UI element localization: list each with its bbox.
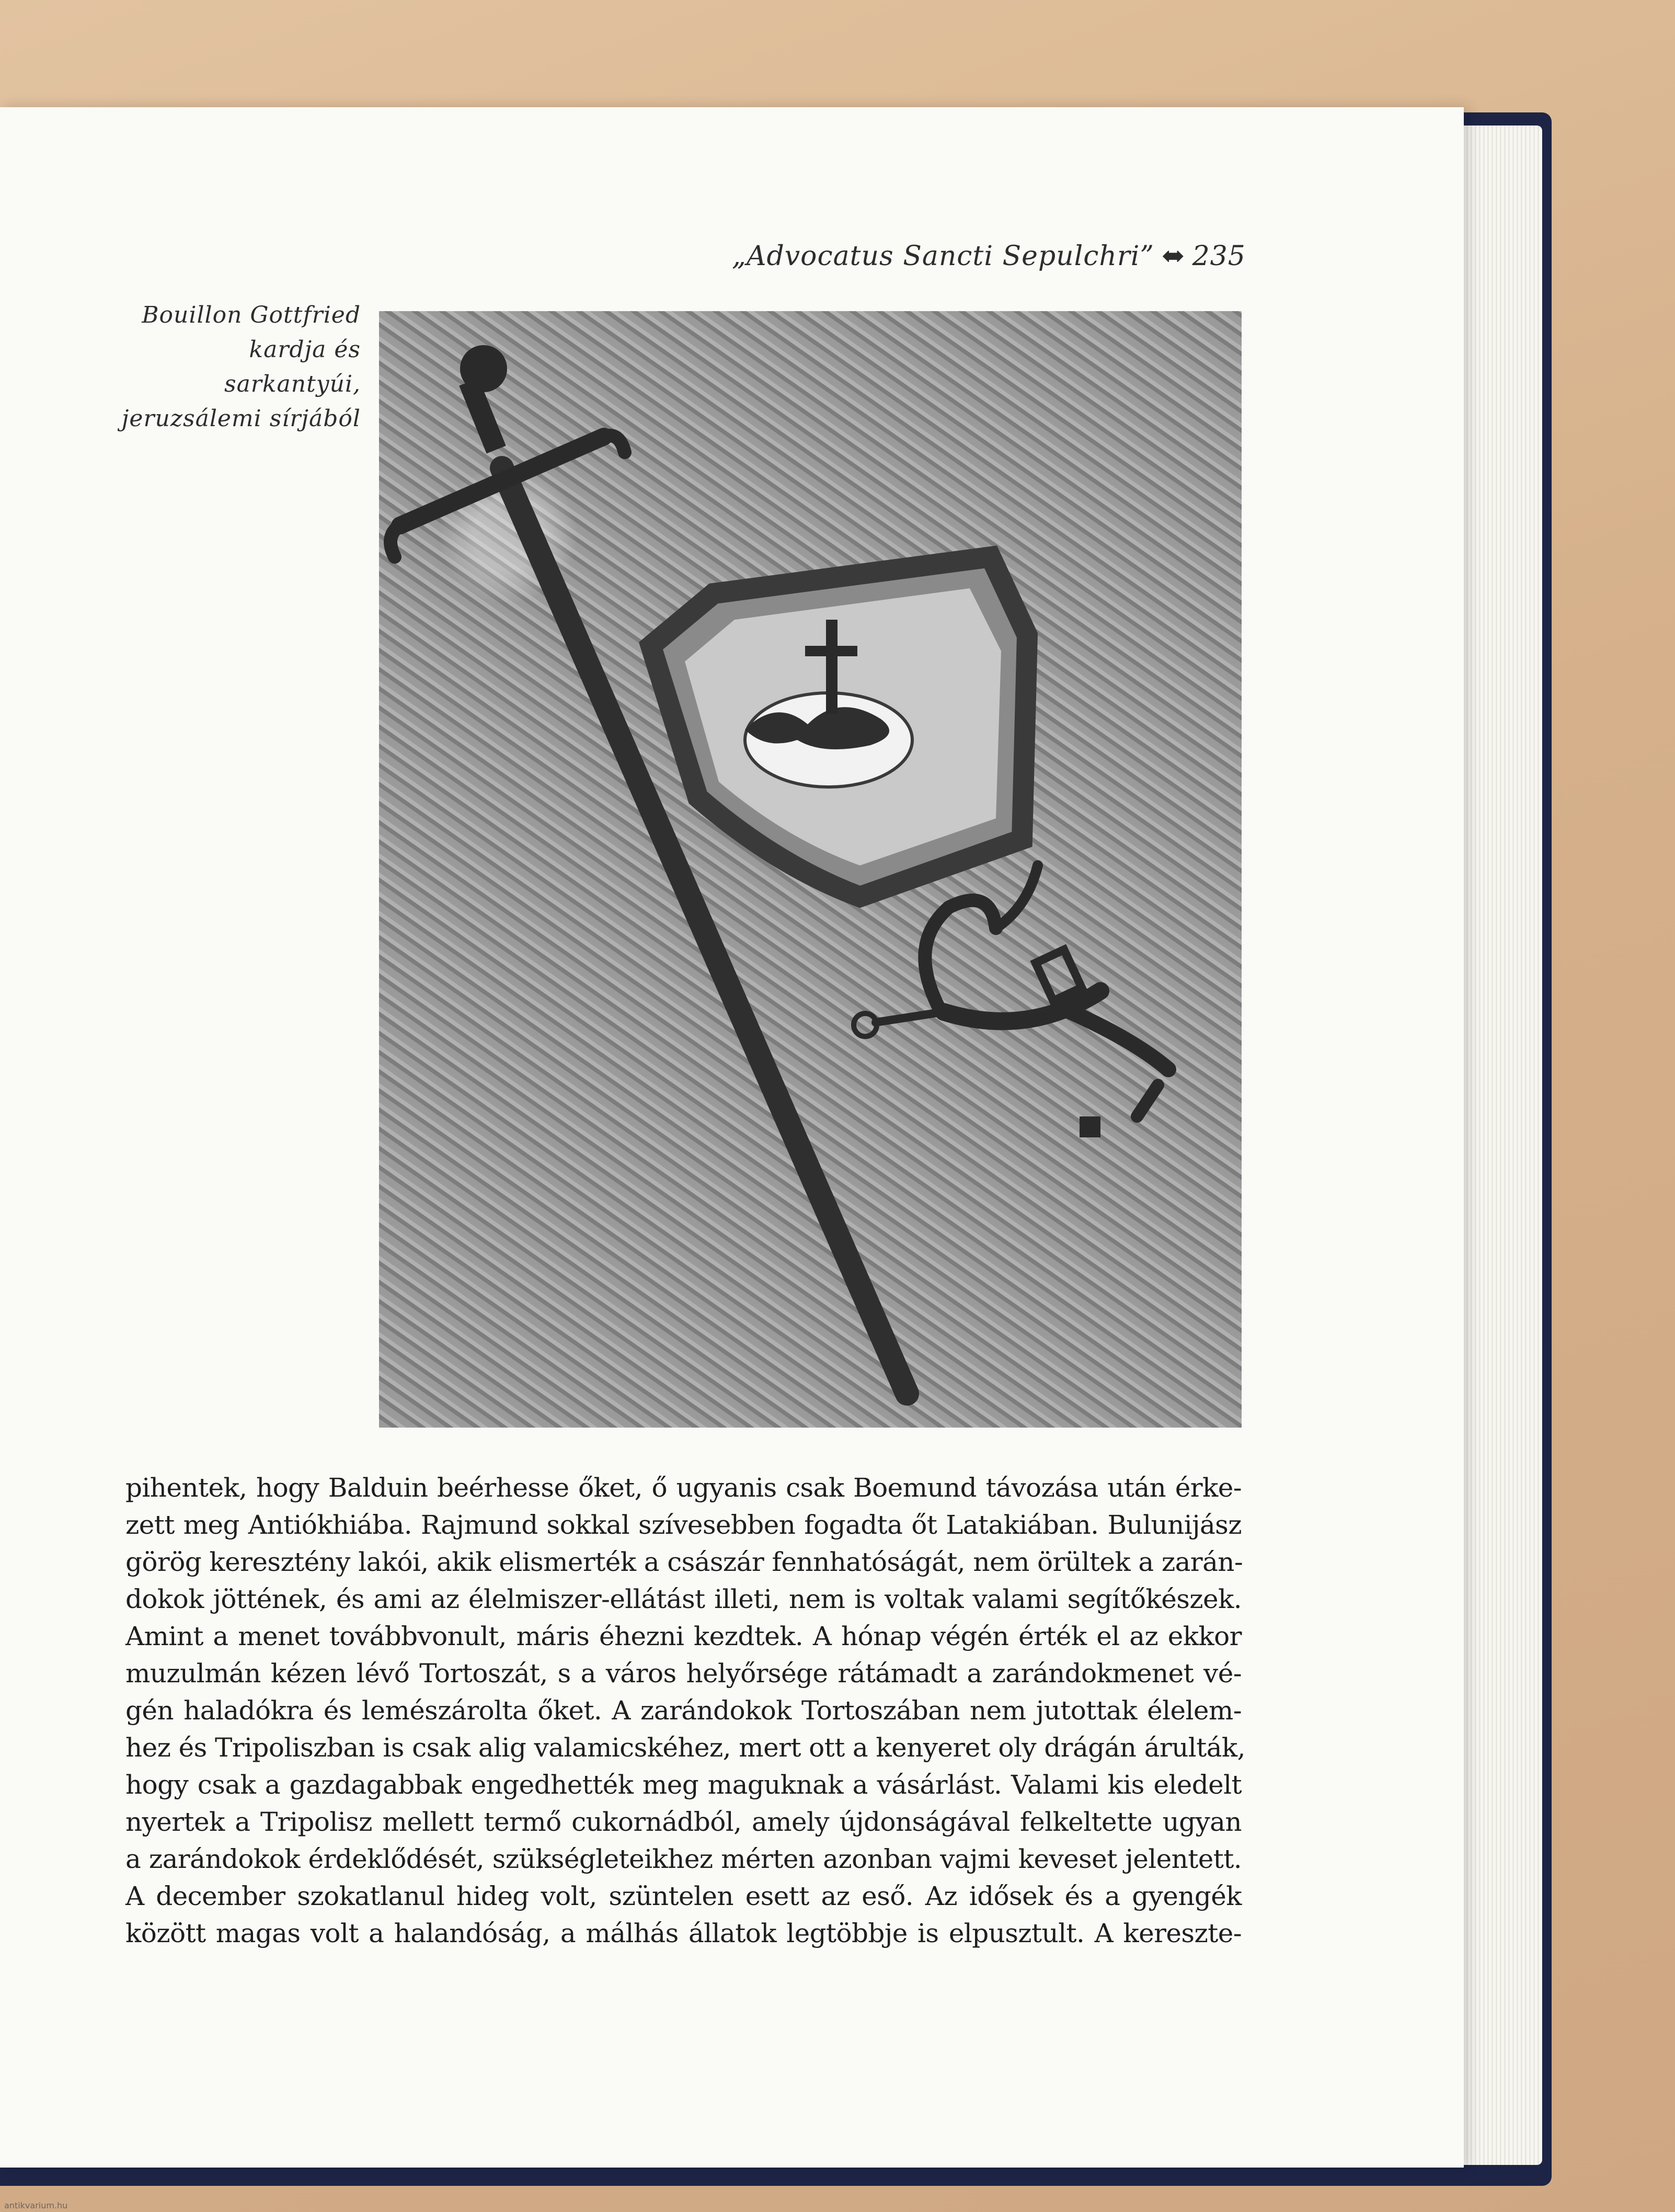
- text-line: zett meg Antiókhiába. Rajmund sokkal szívesebben fogadta őt Latakiában. Bulunijász: [125, 1510, 1242, 1540]
- figure-photo: [379, 311, 1242, 1428]
- text-line: görög keresztény lakói, akik elismerték a császár fennhatóságát, nem örültek a zarán-: [125, 1547, 1243, 1577]
- spur-icon: [854, 865, 1168, 1137]
- text-line: nyertek a Tripolisz mellett termő cukornádból, amely újdonságával felkeltette ugyan: [125, 1807, 1242, 1837]
- text-line: muzulmán kézen lévő Tortoszát, s a város helyőrsége rátámadt a zarándokmenet vé-: [125, 1658, 1242, 1689]
- text-line: hez és Tripoliszban is csak alig valamicskéhez, mert ott a kenyeret oly drágán árulták,: [125, 1732, 1245, 1763]
- text-line: A december szokatlanul hideg volt, szüntelen esett az eső. Az idősek és a gyengék: [125, 1881, 1242, 1911]
- running-head: [732, 241, 1246, 272]
- text-line: dokok jöttének, és ami az élelmiszer-ellátást illeti, nem is voltak valami segítőkészek.: [125, 1584, 1242, 1614]
- text-line: Amint a menet továbbvonult, máris éhezni kezdtek. A hónap végén érték el az ekkor: [125, 1621, 1242, 1651]
- text-line: hogy csak a gazdagabbak engedhették meg maguknak a vásárlást. Valami kis eledelt: [125, 1770, 1242, 1800]
- running-head-title: „Advocatus Sancti Sepulchri”: [732, 241, 1154, 272]
- text-line: pihentek, hogy Balduin beérhesse őket, ő ugyanis csak Boemund távozása után érke-: [125, 1473, 1242, 1503]
- page-number: 235: [1192, 241, 1246, 272]
- shield-icon: [651, 557, 1027, 897]
- caption-line: jeruzsálemi sírjából: [121, 405, 361, 432]
- caption-line: kardja és: [249, 336, 361, 363]
- text-line: között magas volt a halandóság, a málhás állatok legtöbbje is elpusztult. A kereszte-: [125, 1918, 1242, 1948]
- caption-line: sarkantyúi,: [224, 371, 361, 397]
- figure-illustration: [379, 311, 1242, 1428]
- running-head-separator: ⬌: [1161, 241, 1185, 272]
- watermark: antikvarium.hu: [4, 2200, 68, 2210]
- caption-line: Bouillon Gottfried: [142, 302, 361, 328]
- figure-caption: [120, 298, 361, 436]
- body-text: [125, 1469, 1245, 1952]
- text-line: a zarándokok érdeklődését, szükségleteikhez mérten azonban vajmi keveset jelentett.: [125, 1844, 1242, 1874]
- text-line: gén haladókra és lemészárolta őket. A zarándokok Tortoszában nem jutottak élelem-: [125, 1695, 1242, 1726]
